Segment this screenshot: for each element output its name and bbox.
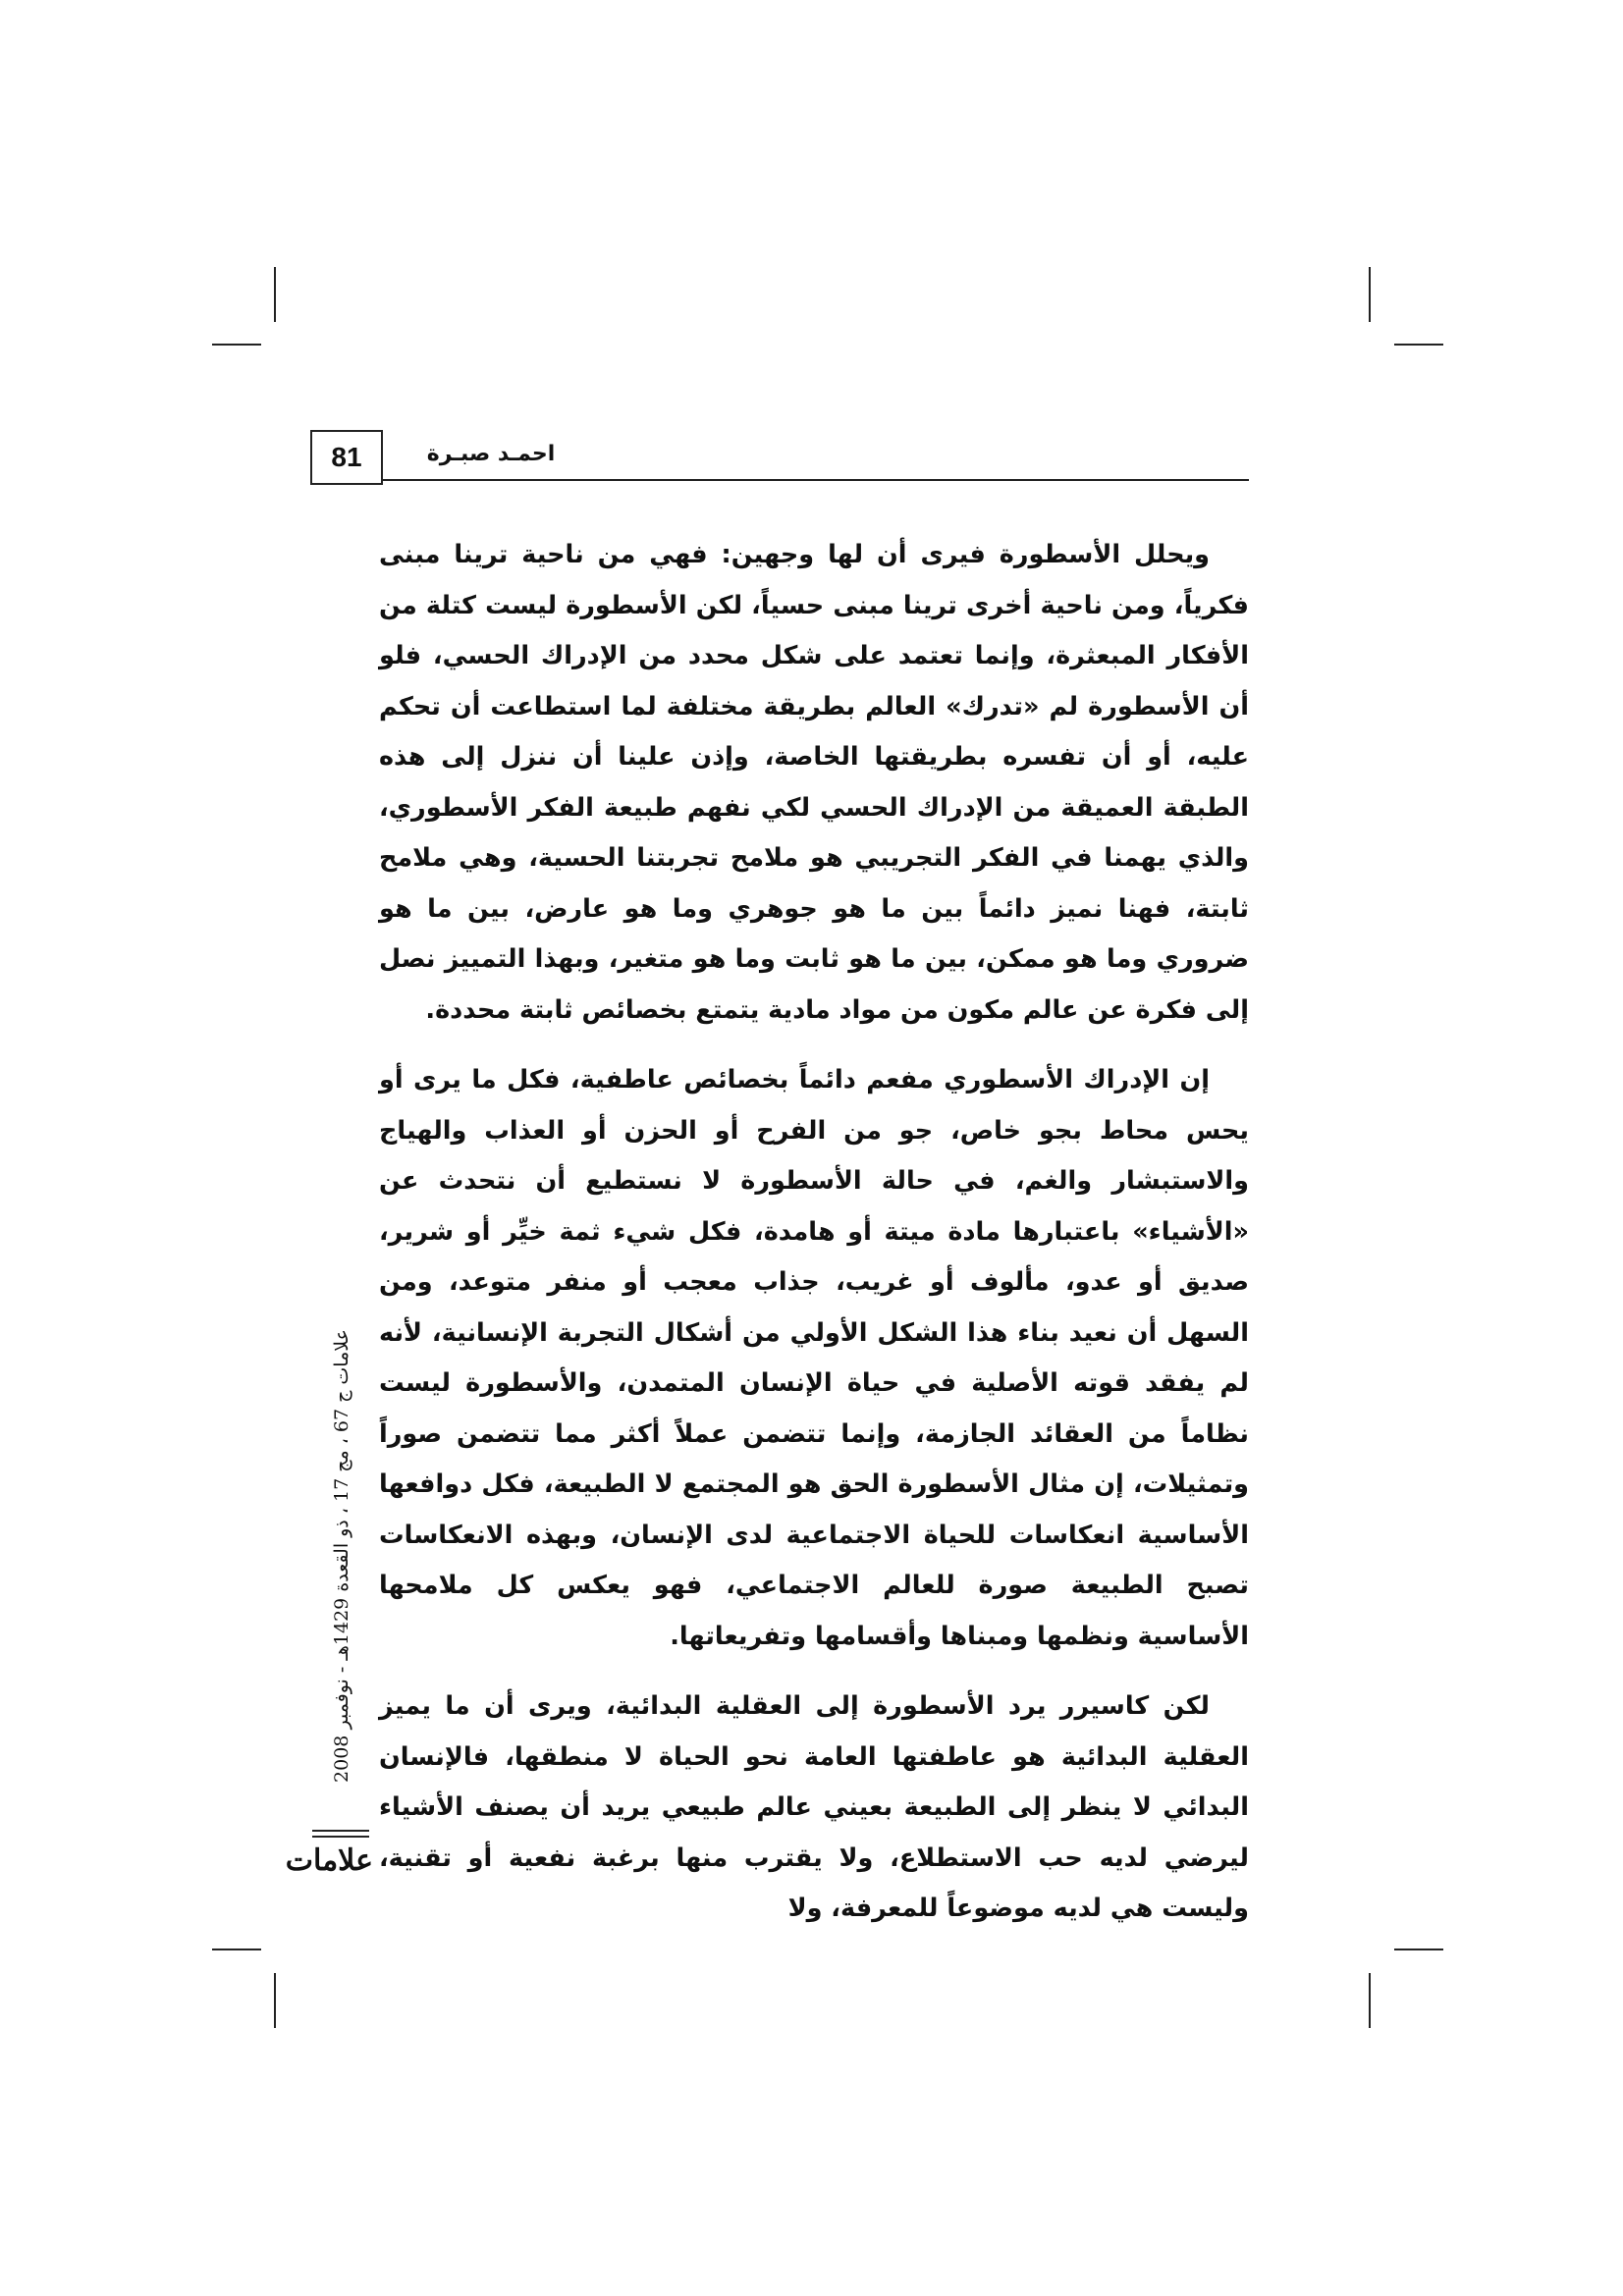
paragraph: لكن كاسيرر يرد الأسطورة إلى العقلية البدائية، ويرى أن ما يميز العقلية البدائية هو عاطفتها العامة نحو الحياة لا منطقها، فالإنسان البدائي لا ينظر إلى الطبيعة بعيني عالم طبيعي يريد أن يصنف الأشياء ليرضي لديه حب الاستطلاع، ولا يقترب منها برغبة نفعية أو تقنية، وليست هي لديه موضوعاً للمعرفة، ولا xyxy=(379,1691,1249,1923)
sidebar-rule xyxy=(312,1830,369,1832)
page-number: 81 xyxy=(310,430,383,485)
paragraph: ويحلل الأسطورة فيرى أن لها وجهين: فهي من ناحية ترينا مبنى فكرياً، ومن ناحية أخرى ترينا مبنى حسياً، لكن الأسطورة ليست كتلة من الأفكار المبعثرة، وإنما تعتمد على شكل محدد من الإدراك الحسي، فلو أن الأسطورة لم «تدرك» العالم بطريقة مختلفة لما استطاعت أن تحكم عليه، أو أن تفسره بطريقتها الخاصة، وإذن علينا أن ننزل إلى هذه الطبقة العميقة من الإدراك الحسي لكي نفهم طبيعة الفكر الأسطوري، والذي يهمنا في الفكر التجريبي هو ملامح تجربتنا الحسية، وهي ملامح ثابتة، فهنا نميز دائماً بين ما هو جوهري وما هو عارض، بين ما هو ضروري وما هو ممكن، بين ما هو ثابت وما هو متغير، وبهذا التمييز نصل إلى فكرة عن عالم مكون من مواد مادية يتمتع بخصائص ثابتة محددة. xyxy=(379,540,1249,1025)
header-rule xyxy=(381,479,1249,481)
crop-mark xyxy=(1369,1973,1371,2028)
crop-mark xyxy=(212,344,261,346)
crop-mark xyxy=(1369,267,1371,322)
crop-mark xyxy=(212,1949,261,1950)
journal-sidebar xyxy=(312,1276,371,1836)
article-body xyxy=(379,530,1249,1954)
paragraph: إن الإدراك الأسطوري مفعم دائماً بخصائص عاطفية، فكل ما يرى أو يحس محاط بجو خاص، جو من الفرح أو الحزن أو العذاب والهياج والاستبشار والغم، في حالة الأسطورة لا نستطيع أن نتحدث عن «الأشياء» باعتبارها مادة ميتة أو هامدة، فكل شيء ثمة خيِّر أو شرير، صديق أو عدو، مألوف أو غريب، جذاب معجب أو منفر متوعد، ومن السهل أن نعيد بناء هذا الشكل الأولي من أشكال التجربة الإنسانية، لأنه لم يفقد قوته الأصلية في حياة الإنسان المتمدن، والأسطورة ليست نظاماً من العقائد الجازمة، وإنما تتضمن عملاً أكثر مما تتضمن صوراً وتمثيلات، إن مثال الأسطورة الحق هو المجتمع لا الطبيعة، فكل دوافعها الأساسية انعكاسات للحياة الاجتماعية لدى الإنسان، وبهذه الانعكاسات تصبح الطبيعة صورة للعالم الاجتماعي، فهو يعكس كل ملامحها الأساسية ونظمها ومبناها وأقسامها وتفريعاتها. xyxy=(379,1065,1249,1651)
journal-logo: علامات xyxy=(285,1843,373,1878)
author-name: احمـد صبـرة xyxy=(426,442,556,466)
crop-mark xyxy=(274,267,276,322)
crop-mark xyxy=(274,1973,276,2028)
journal-info: علامات ج 67 ، مج 17 ، ذو القعدة 1429هـ - نوفمبر 2008 xyxy=(331,1329,352,1783)
sidebar-rule xyxy=(312,1836,369,1838)
crop-mark xyxy=(1394,1949,1443,1950)
crop-mark xyxy=(1394,344,1443,346)
